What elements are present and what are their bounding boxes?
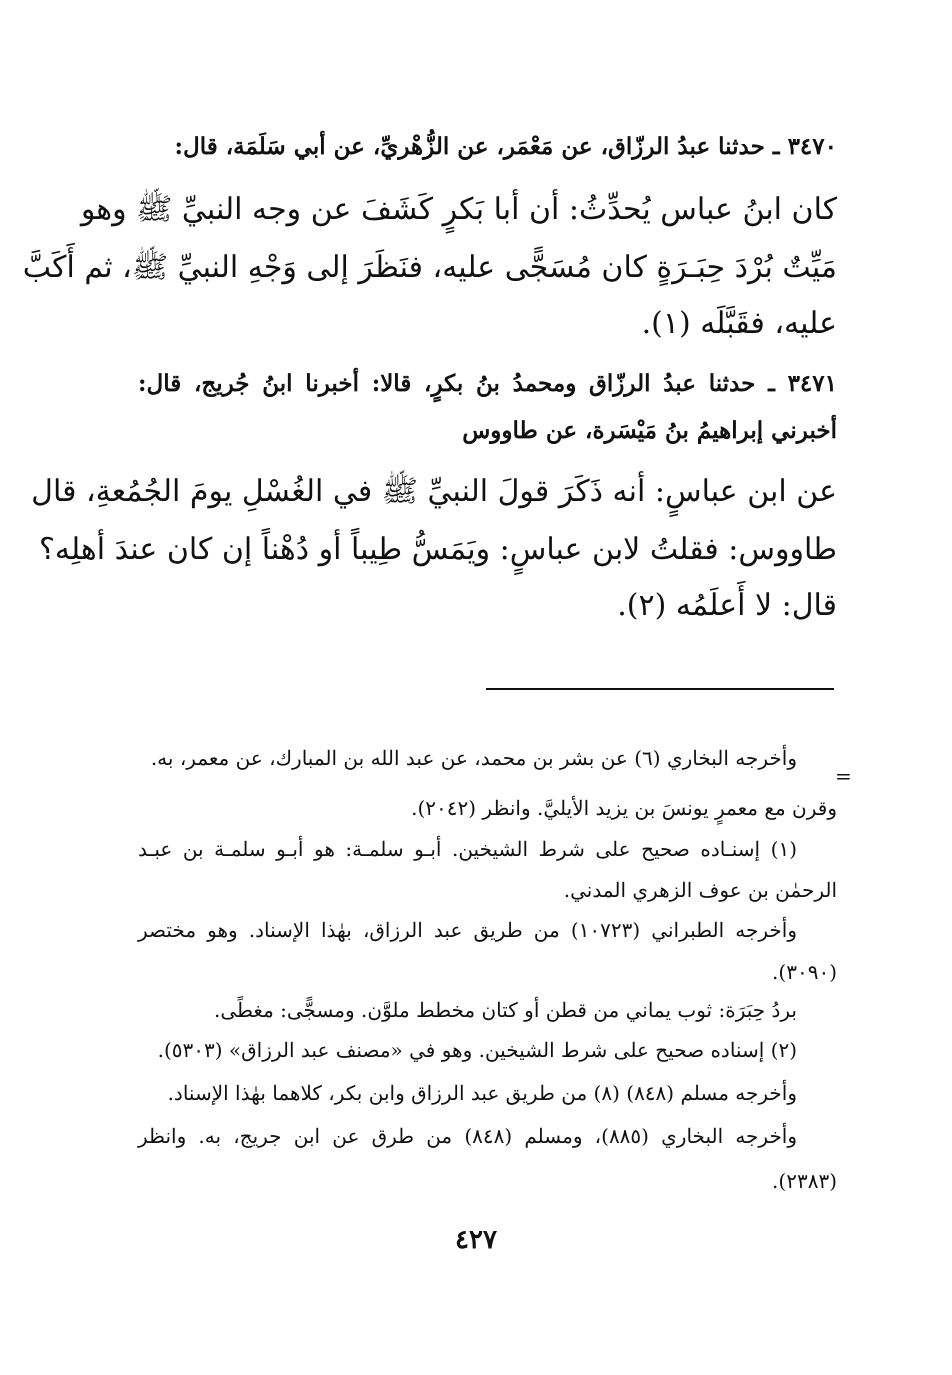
hadith-3470-text-line: كان ابنُ عباس يُحدِّثُ: أن أبا بَكرٍ كَشَفَ عن وجه النبيِّ ﷺ وهو <box>80 192 837 227</box>
hadith-3471-chain-line: أخبرني إبراهيمُ بنُ مَيْسَرة، عن طاووس <box>462 417 837 444</box>
hadith-3470-text-line: عليه، فقَبَّلَه (١). <box>641 306 837 341</box>
footnote-2-line: وأخرجه البخاري (٨٨٥)، ومسلم (٨٤٨) من طرق عن ابن جريج، به. وانظر <box>138 1124 798 1148</box>
footnote-1-line: بردُ حِبَرَة: ثوب يماني من قطن أو كتان مخطط ملوَّن. ومسجًّى: مغطًى. <box>213 998 797 1022</box>
hadith-3471-text-line: عن ابن عباسٍ: أنه ذَكَرَ قولَ النبيِّ ﷺ في الغُسْلِ يومَ الجُمُعةِ، قال <box>31 474 837 509</box>
hadith-3471-text-line: قال: لا أَعلَمُه (٢). <box>617 588 837 623</box>
hadith-3470-chain <box>138 129 837 165</box>
footnote-1-line: وأخرجه الطبراني (١٠٧٢٣) من طريق عبد الرزاق، بهٰذا الإسناد. وهو مختصر <box>138 918 798 942</box>
isnad-text: ـ حدثنا عبدُ الرزّاق ومحمدُ بنُ بكرٍ، قالا: أخبرنا ابنُ جُريج، قال: <box>138 370 775 397</box>
hadith-number: ٣٤٧١ <box>787 370 837 397</box>
footnote-line: وأخرجه البخاري (٦) عن بشر بن محمد، عن عبد الله بن المبارك، عن معمر، به. <box>150 746 797 770</box>
footnote-2-line: (٢٣٨٣). <box>772 1169 837 1193</box>
hadith-3471-chain <box>138 366 837 402</box>
footnote-2-line: (٢) إسناده صحيح على شرط الشيخين. وهو في «مصنف عبد الرزاق» (٥٣٠٣). <box>157 1038 797 1062</box>
page-number: ٤٢٧ <box>455 1225 497 1255</box>
footnote-1-line: الرحمٰن بن عوف الزهري المدني. <box>563 878 837 902</box>
isnad-text: ـ حدثنا عبدُ الرزّاق، عن مَعْمَر، عن الزُّهْريِّ، عن أبي سَلَمَة، قال: <box>174 133 780 160</box>
footnote-separator <box>486 688 834 690</box>
footnote-2-line: وأخرجه مسلم (٨٤٨) (٨) من طريق عبد الرزاق وابن بكر، كلاهما بهٰذا الإسناد. <box>167 1081 797 1105</box>
footnote-1-line: (١) إسنـاده صحيح على شرط الشيخين. أبـو سلمـة: هو أبـو سلمـة بن عبـد <box>138 837 797 861</box>
hadith-3470-text-line: مَيِّتٌ بُرْدَ حِبَـرَةٍ كان مُسَجًّى عليه، فنَظَرَ إلى وَجْهِ النبيِّ ﷺ، ثم أَكَبَّ <box>22 250 837 285</box>
continuation-mark: = <box>835 764 852 788</box>
hadith-number: ٣٤٧٠ <box>787 133 837 160</box>
footnote-1-line: (٣٠٩٠). <box>772 960 837 984</box>
hadith-3471-text-line: طاووس: فقلتُ لابن عباسٍ: ويَمَسُّ طِيباً أو دُهْناً إن كان عندَ أهلِه؟ <box>38 532 837 567</box>
footnote-line: وقرن مع معمرٍ يونسَ بن يزيد الأيليَّ. وانظر (٢٠٤٢). <box>411 796 837 820</box>
